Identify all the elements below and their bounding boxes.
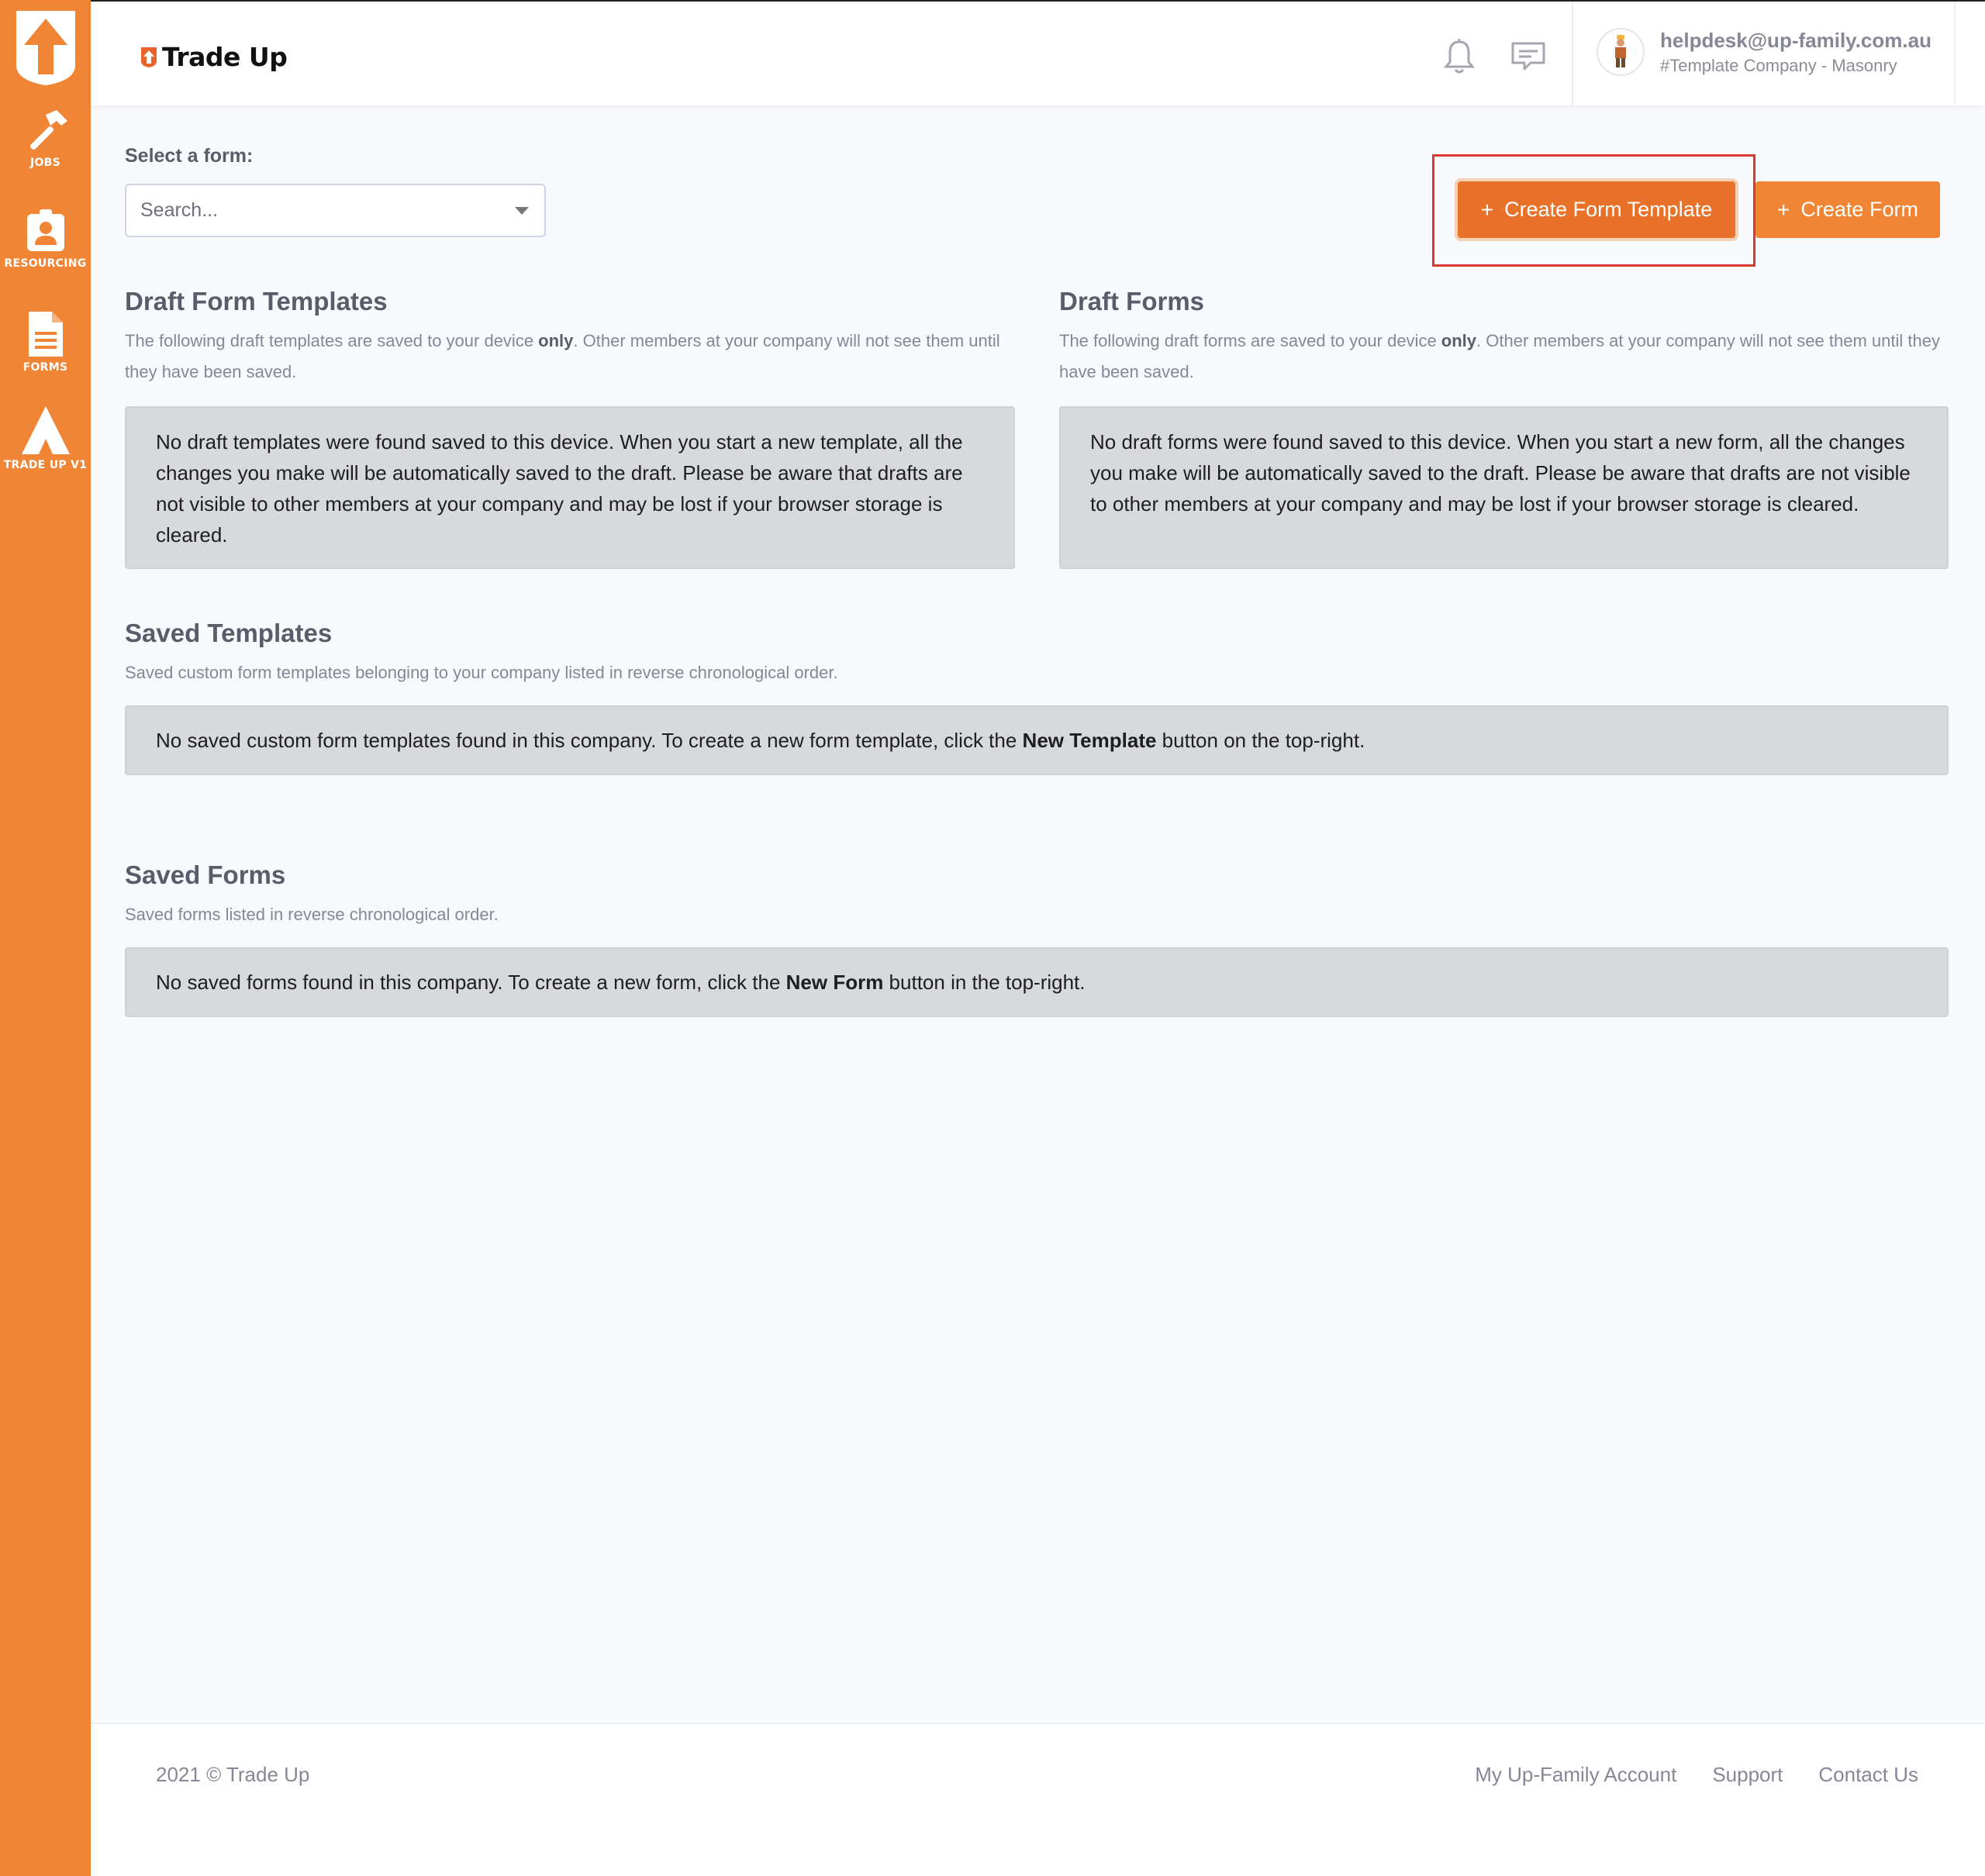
top-bar — [91, 0, 1985, 105]
saved-templates-description: Saved custom form templates belonging to your company listed in reverse chronological order. — [125, 663, 838, 682]
footer-links — [1475, 1763, 1918, 1787]
notifications-button[interactable] — [1440, 37, 1479, 76]
saved-forms-description: Saved forms listed in reverse chronological order. — [125, 905, 499, 924]
sidebar-logo[interactable] — [0, 0, 91, 89]
select-form-label: Select a form: — [125, 145, 254, 167]
search-input[interactable] — [140, 185, 497, 236]
document-icon — [27, 312, 64, 357]
draft-forms-title: Draft Forms — [1059, 287, 1205, 316]
plus-icon: + — [1777, 197, 1790, 222]
form-search-select[interactable] — [125, 184, 546, 237]
messages-button[interactable] — [1509, 37, 1548, 76]
button-label: Create Form Template — [1504, 198, 1713, 221]
hammer-icon — [22, 109, 69, 152]
avatar — [1597, 28, 1645, 76]
id-badge-icon — [26, 209, 66, 253]
create-form-template-button[interactable] — [1458, 181, 1735, 238]
draft-forms-description: The following draft forms are saved to your device only. Other members at your company will not see them until they have been saved. — [1059, 331, 1940, 381]
chat-icon — [1510, 41, 1546, 72]
sidebar-item-forms[interactable] — [0, 312, 91, 374]
plus-icon: + — [1480, 197, 1494, 222]
user-menu[interactable] — [1597, 28, 1931, 76]
draft-templates-description: The following draft templates are saved to your device only. Other members at your company will not see them until they have been saved. — [125, 331, 1000, 381]
new-template-ref: New Template — [1022, 729, 1157, 752]
brand-name: Trade Up — [162, 42, 288, 72]
sidebar-item-label: TRADE UP V1 — [3, 459, 88, 471]
saved-forms-title: Saved Forms — [125, 860, 286, 889]
button-label: Create Form — [1800, 198, 1918, 221]
footer-link-contact[interactable]: Contact Us — [1818, 1763, 1918, 1786]
sidebar-item-label: JOBS — [29, 157, 61, 169]
footer-link-support[interactable]: Support — [1712, 1763, 1783, 1786]
user-company: #Template Company - Masonry — [1660, 55, 1897, 75]
footer — [91, 1723, 1985, 1876]
tradeup-logo-icon — [20, 406, 71, 454]
user-email: helpdesk@up-family.com.au — [1660, 28, 1931, 52]
saved-forms-empty-notice: No saved forms found in this company. To create a new form, click the New Form button in the top-right. — [125, 947, 1949, 1017]
saved-templates-empty-notice: No saved custom form templates found in this company. To create a new form template, click the New Template button on the top-right. — [125, 705, 1949, 775]
copyright: 2021 © Trade Up — [156, 1763, 310, 1786]
new-form-ref: New Form — [785, 971, 884, 994]
sidebar — [0, 0, 91, 1876]
worker-avatar-icon — [1609, 35, 1632, 69]
draft-templates-empty-notice: No draft templates were found saved to this device. When you start a new template, all the changes you make will be automatically saved to the draft. Please be aware that drafts are not visible to other members at your company and may be lost if your browser storage is cleared. — [125, 406, 1015, 569]
sidebar-item-jobs[interactable] — [0, 109, 91, 169]
brand[interactable] — [140, 42, 287, 72]
saved-templates-title: Saved Templates — [125, 619, 333, 647]
draft-forms-empty-notice: No draft forms were found saved to this device. When you start a new form, all the changes you make will be automatically saved to the draft. Please be aware that drafts are not visible to other members at your company and may be lost if your browser storage is cleared. — [1059, 406, 1949, 569]
bell-icon — [1444, 39, 1475, 74]
topbar-divider — [1572, 2, 1573, 105]
create-form-button[interactable] — [1755, 181, 1940, 238]
tradeup-brand-icon — [140, 47, 157, 67]
sidebar-item-resourcing[interactable] — [0, 209, 91, 270]
draft-templates-title: Draft Form Templates — [125, 287, 388, 316]
chevron-down-icon[interactable] — [515, 207, 529, 215]
sidebar-item-trade-up-v1[interactable] — [0, 406, 91, 471]
topbar-divider — [1954, 2, 1956, 105]
arrow-up-logo-icon — [13, 11, 78, 85]
footer-link-account[interactable]: My Up-Family Account — [1475, 1763, 1677, 1786]
sidebar-item-label: RESOURCING — [4, 257, 87, 270]
sidebar-item-label: FORMS — [22, 361, 68, 374]
